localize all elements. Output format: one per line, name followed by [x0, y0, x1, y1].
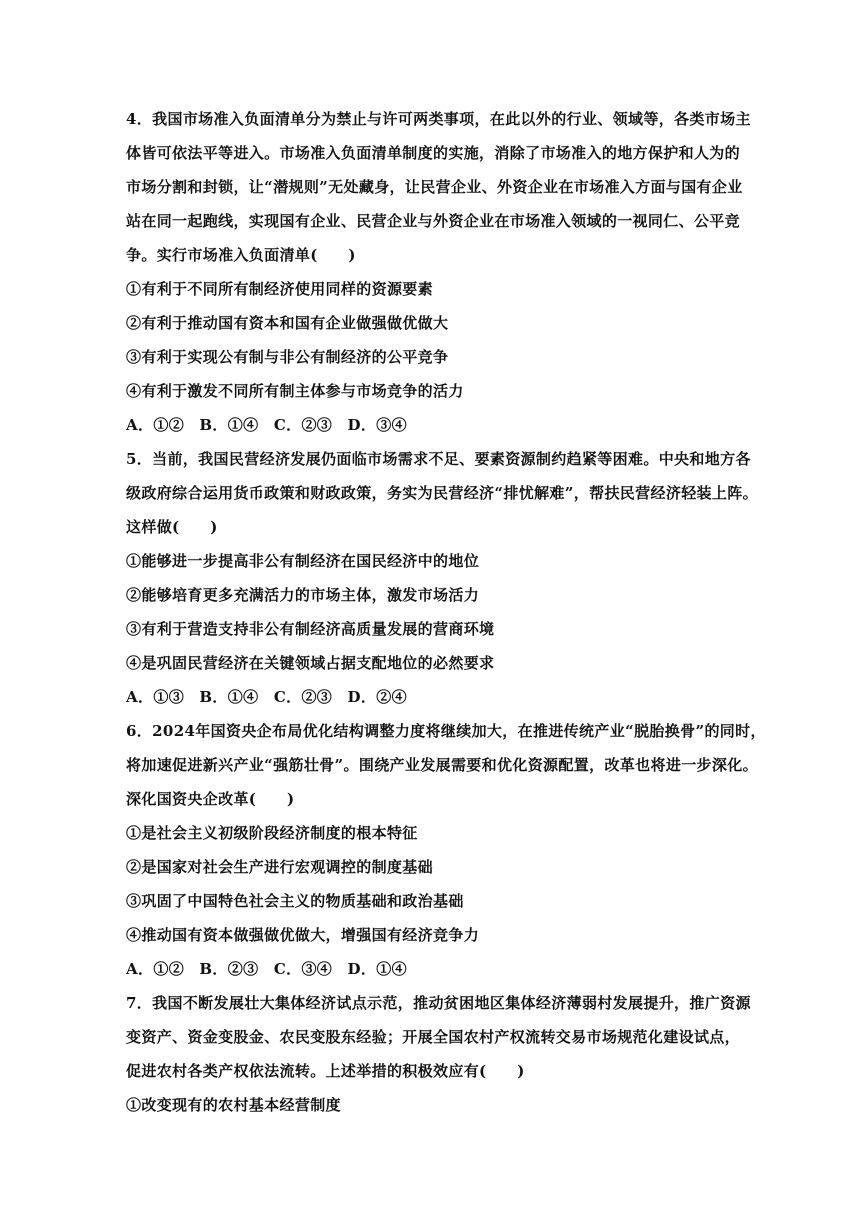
question-7-option-1: ①改变现有的农村基本经营制度	[126, 1096, 341, 1114]
question-6-stem-line-2: 将加速促进新兴产业“强筋壮骨”。围绕产业发展需要和优化资源配置，改革也将进一步深化。	[126, 756, 758, 774]
question-4-stem-line-5: 争。实行市场准入负面清单( )	[126, 246, 356, 264]
question-4-stem-line-2: 体皆可依法平等进入。市场准入负面清单制度的实施，消除了市场准入的地方保护和人为的	[126, 144, 741, 162]
question-5-option-1: ①能够进一步提高非公有制经济在国民经济中的地位	[126, 552, 480, 570]
question-4-option-2: ②有利于推动国有资本和国有企业做强做优做大	[126, 314, 449, 332]
question-6-option-2: ②是国家对社会生产进行宏观调控的制度基础	[126, 858, 434, 876]
question-5-answer-choices: A．①③ B．①④ C．②③ D．②④	[126, 688, 407, 706]
question-4-answer-choices: A．①② B．①④ C．②③ D．③④	[126, 416, 407, 434]
question-4	[126, 102, 751, 442]
question-5-stem-line-1: 5．当前，我国民营经济发展仍面临市场需求不足、要素资源制约趋紧等困难。中央和地方各	[126, 450, 751, 468]
question-list	[126, 102, 766, 1122]
question-7-stem-line-1: 7．我国不断发展壮大集体经济试点示范，推动贫困地区集体经济薄弱村发展提升，推广资源	[126, 994, 751, 1012]
question-4-option-1: ①有利于不同所有制经济使用同样的资源要素	[126, 280, 434, 298]
question-6-option-1: ①是社会主义初级阶段经济制度的根本特征	[126, 824, 418, 842]
question-4-option-3: ③有利于实现公有制与非公有制经济的公平竞争	[126, 348, 449, 366]
question-4-stem-line-1: 4．我国市场准入负面清单分为禁止与许可两类事项，在此以外的行业、领域等，各类市场主	[126, 110, 751, 128]
question-5-stem-line-3: 这样做( )	[126, 518, 218, 536]
question-6-answer-choices: A．①② B．②③ C．③④ D．①④	[126, 960, 407, 978]
question-4-stem-line-3: 市场分割和封锁，让“潜规则”无处藏身，让民营企业、外资企业在市场准入方面与国有企业	[126, 178, 743, 196]
question-5-option-2: ②能够培育更多充满活力的市场主体，激发市场活力	[126, 586, 480, 604]
question-5-option-4: ④是巩固民营经济在关键领域占据支配地位的必然要求	[126, 654, 495, 672]
question-6-option-4: ④推动国有资本做强做优做大，增强国有经济竞争力	[126, 926, 480, 944]
question-5-option-3: ③有利于营造支持非公有制经济高质量发展的营商环境	[126, 620, 495, 638]
question-7-stem-line-3: 促进农村各类产权依法流转。上述举措的积极效应有( )	[126, 1062, 525, 1080]
question-6-option-3: ③巩固了中国特色社会主义的物质基础和政治基础	[126, 892, 464, 910]
question-5	[126, 442, 758, 714]
question-7	[126, 986, 751, 1122]
question-4-stem-line-4: 站在同一起跑线，实现国有企业、民营企业与外资企业在市场准入领域的一视同仁、公平竞	[126, 212, 741, 230]
question-6-stem-line-1: 6．2024年国资央企布局优化结构调整力度将继续加大，在推进传统产业“脱胎换骨”的同时，	[126, 722, 766, 740]
question-4-option-4: ④有利于激发不同所有制主体参与市场竞争的活力	[126, 382, 464, 400]
question-6	[126, 714, 766, 986]
question-6-stem-line-3: 深化国资央企改革( )	[126, 790, 295, 808]
question-5-stem-line-2: 级政府综合运用货币政策和财政政策，务实为民营经济“排忧解难”，帮扶民营经济轻装上阵。	[126, 484, 758, 502]
question-7-stem-line-2: 变资产、资金变股金、农民变股东经验；开展全国农村产权流转交易市场规范化建设试点，	[126, 1028, 741, 1046]
